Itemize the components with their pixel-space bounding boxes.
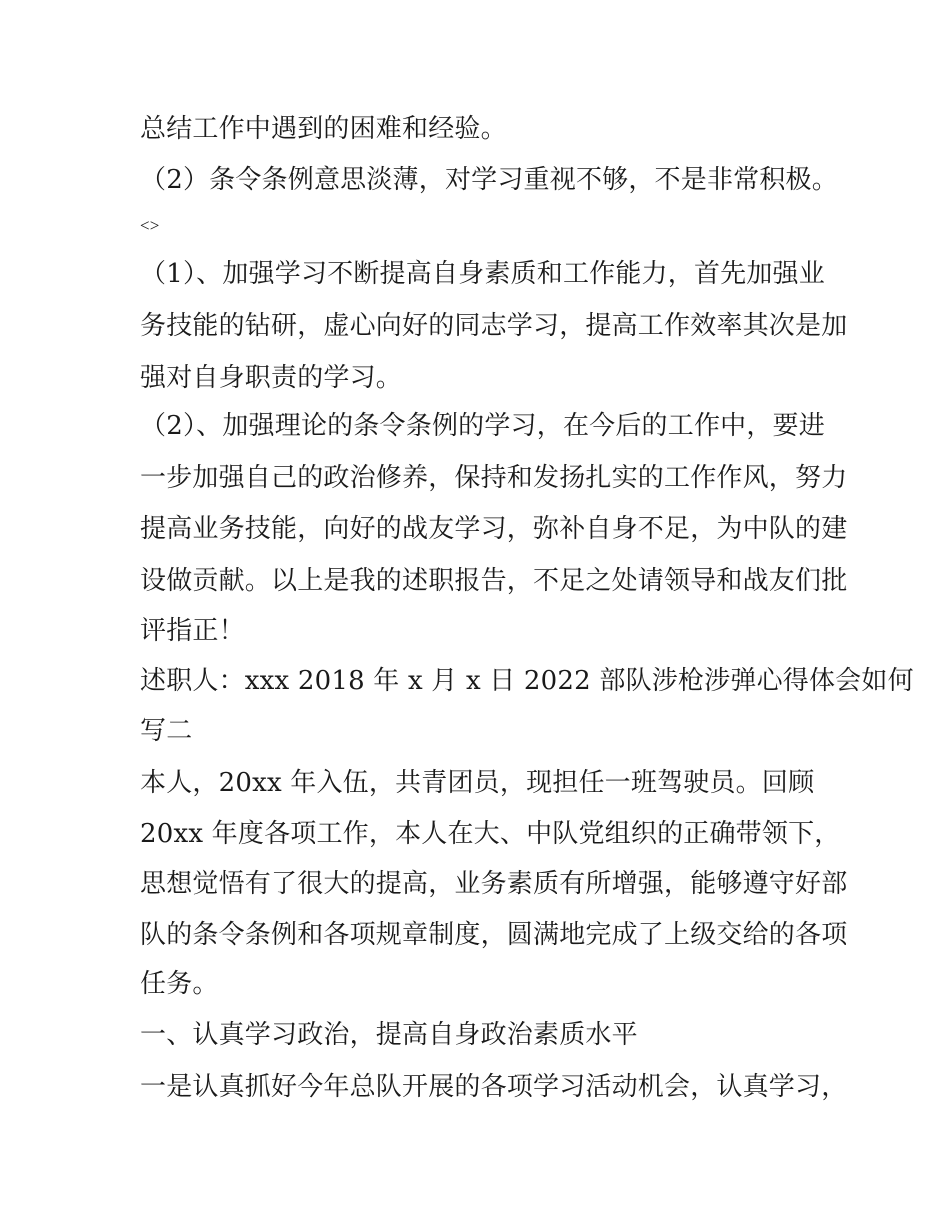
text-line: 述职人：xxx 2018 年 x 月 x 日 2022 部队涉枪涉弹心得体会如何 (140, 666, 914, 696)
text-line: 队的条令条例和各项规章制度，圆满地完成了上级交给的各项 (140, 920, 848, 950)
text-line: 写二 (140, 716, 193, 746)
text-line: 本人，20xx 年入伍，共青团员，现担任一班驾驶员。回顾 (140, 768, 815, 798)
text-line: 任务。 (140, 969, 219, 999)
section-heading: 一、认真学习政治，提高自身政治素质水平 (140, 1020, 638, 1050)
text-line: 务技能的钻研，虚心向好的同志学习，提高工作效率其次是加 (140, 311, 848, 341)
text-line: 提高业务技能，向好的战友学习，弥补自身不足，为中队的建 (140, 514, 848, 544)
text-line: 思想觉悟有了很大的提高，业务素质有所增强，能够遵守好部 (140, 869, 848, 899)
text-line: 设做贡献。以上是我的述职报告，不足之处请领导和战友们批 (140, 566, 848, 596)
text-line: <> (140, 216, 160, 235)
text-line: 20xx 年度各项工作，本人在大、中队党组织的正确带领下， (140, 819, 841, 849)
text-line: （1）、加强学习不断提高自身素质和工作能力，首先加强业 (140, 259, 825, 289)
text-line: 一是认真抓好今年总队开展的各项学习活动机会，认真学习， (140, 1072, 848, 1102)
text-line: 总结工作中遇到的困难和经验。 (140, 114, 507, 144)
text-line: （2）、加强理论的条令条例的学习，在今后的工作中，要进 (140, 411, 825, 441)
text-line: 一步加强自己的政治修养，保持和发扬扎实的工作作风，努力 (140, 463, 848, 493)
text-line: （2）条令条例意思淡薄，对学习重视不够，不是非常积极。 (140, 165, 838, 195)
text-line: 评指正！ (140, 616, 245, 646)
text-line: 强对自身职责的学习。 (140, 363, 403, 393)
